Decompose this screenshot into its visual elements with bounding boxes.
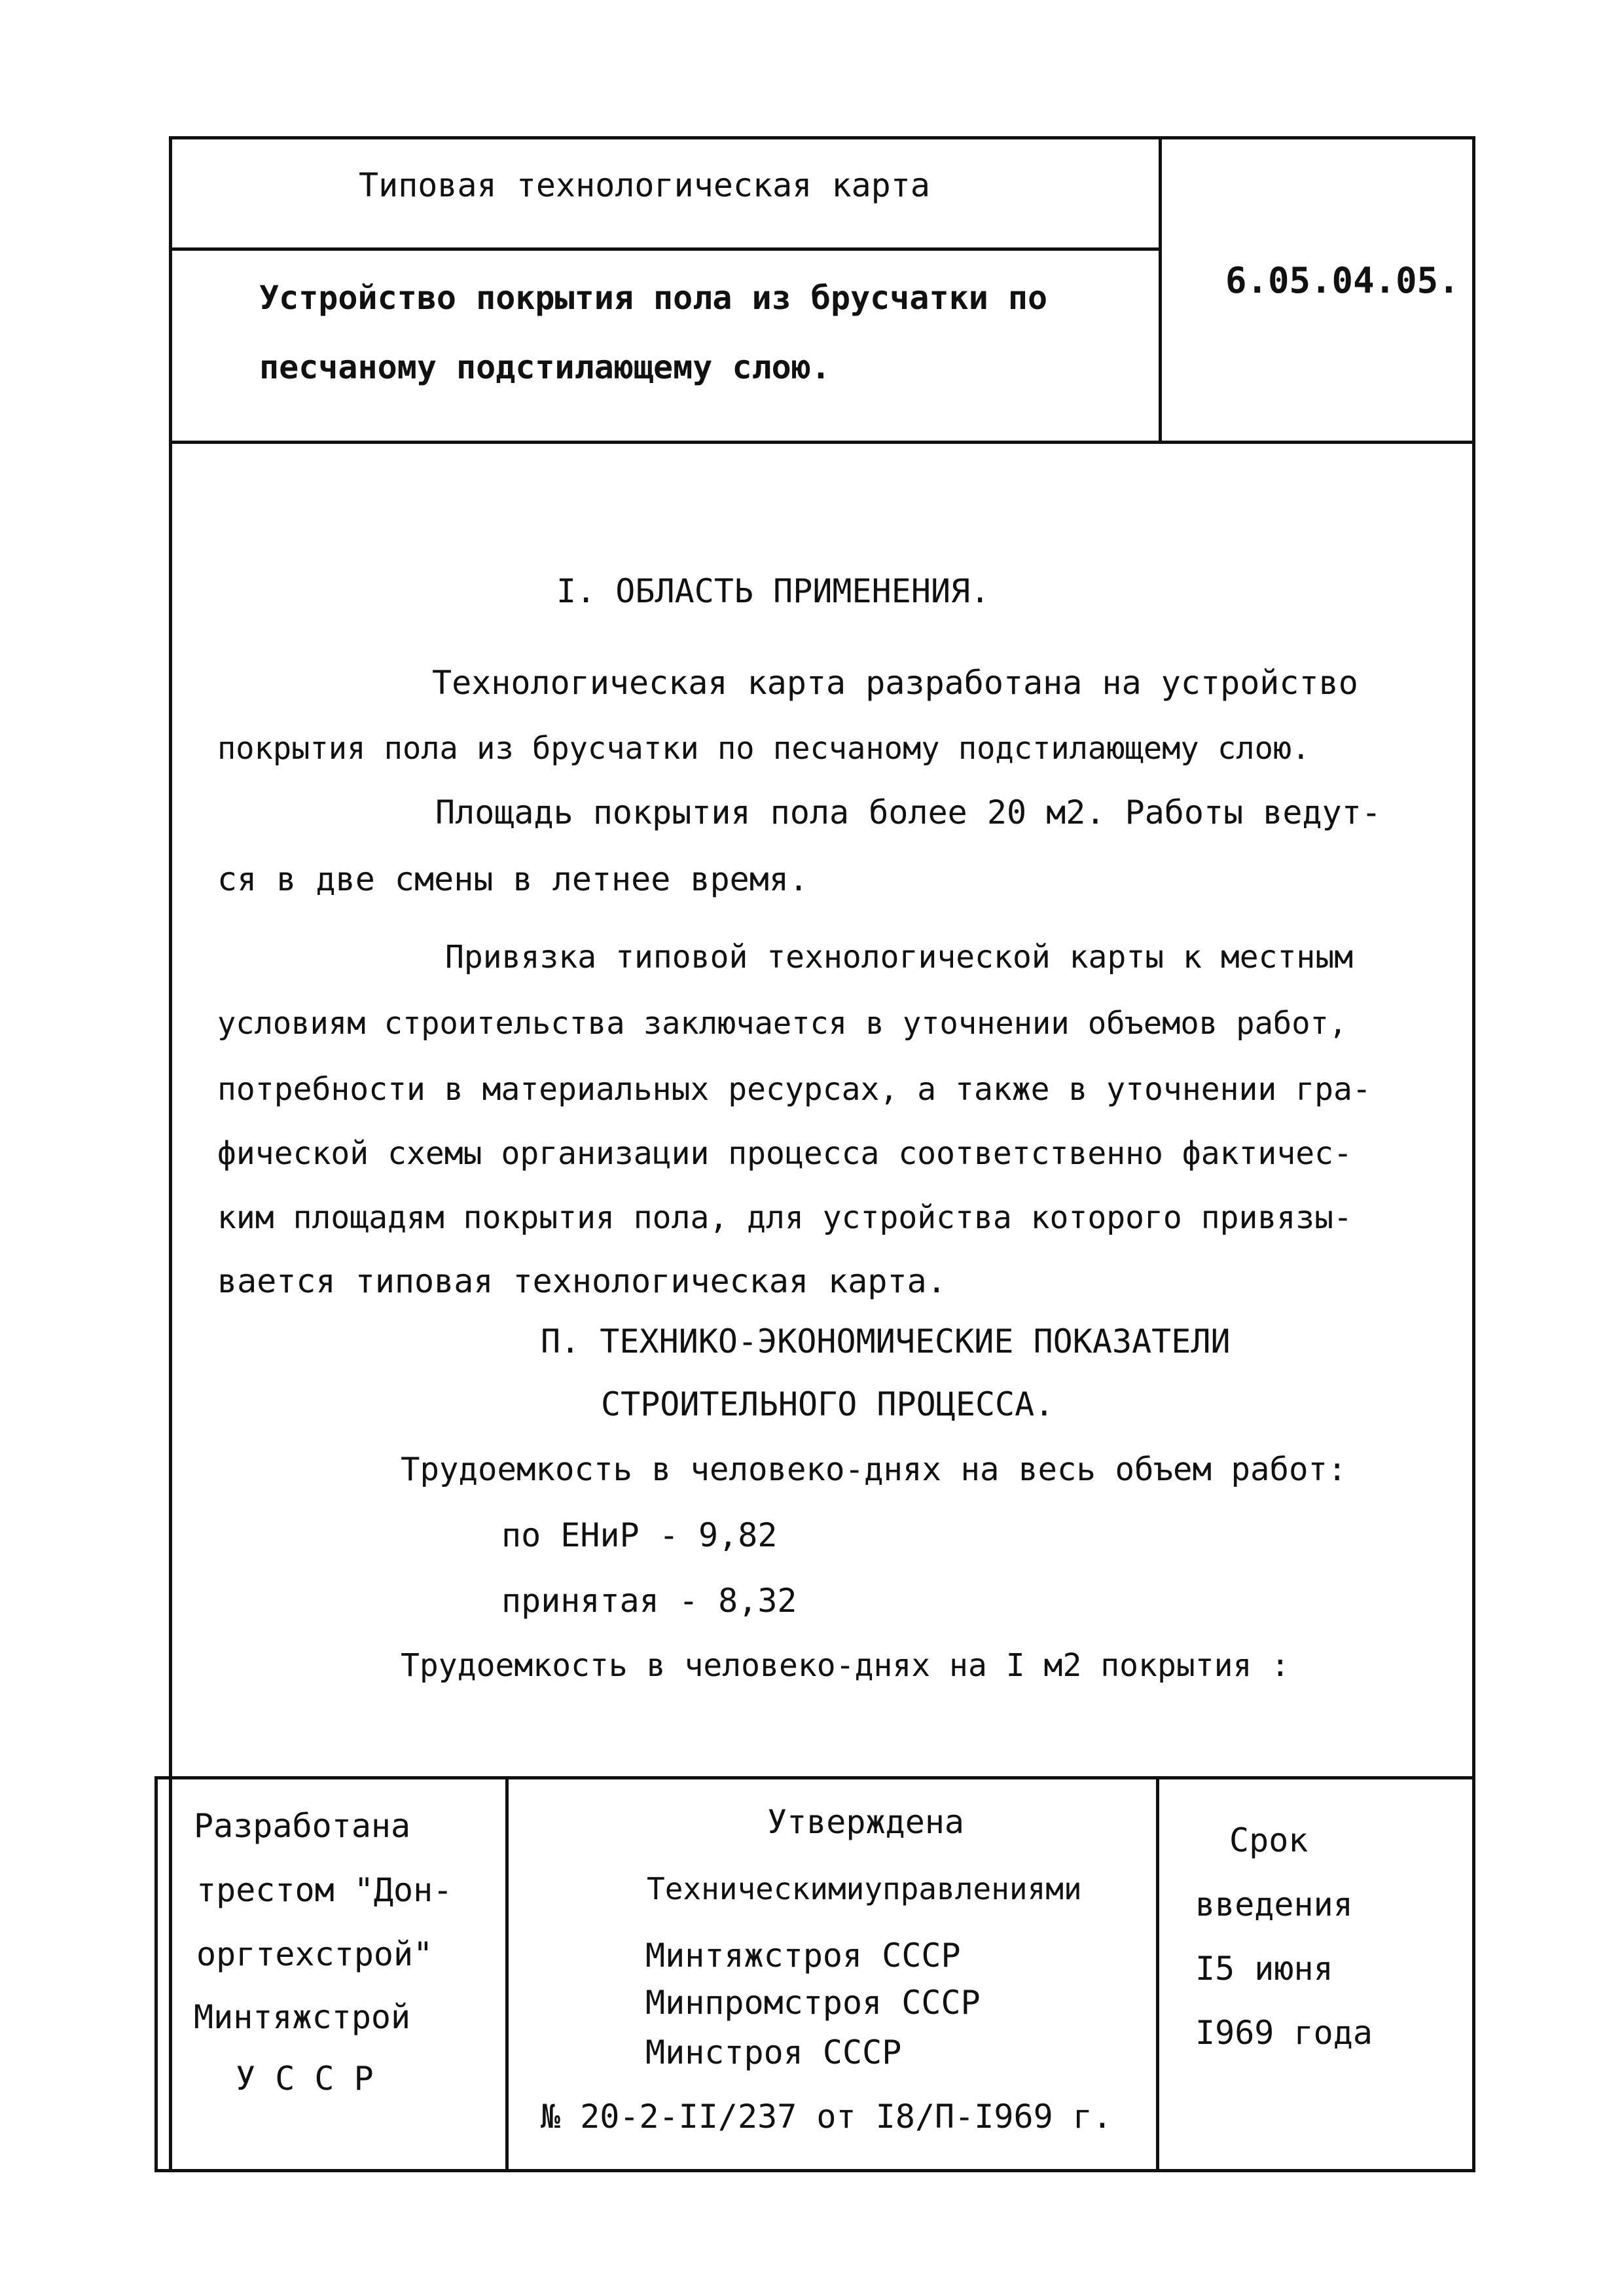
header-divider-vertical — [1159, 136, 1162, 444]
developer-line-3: Минтяжстрой — [194, 1998, 411, 2036]
section2-heading-line-2: СТРОИТЕЛЬНОГО ПРОЦЕССА. — [601, 1385, 1055, 1423]
section1-line-7: фической схемы организации процесса соответственно фактичес- — [217, 1135, 1352, 1172]
footer-top-line — [154, 1776, 1475, 1779]
developer-line-2: оргтехстрой" — [196, 1935, 433, 1973]
section1-line-2: Площадь покрытия пола более 20 м2. Работы ведут- — [435, 793, 1381, 831]
header-bottom-line — [169, 441, 1475, 444]
section1-line-6: потребности в материальных ресурсах, а также в уточнении гра- — [217, 1071, 1371, 1108]
footer-divider-2 — [1156, 1776, 1159, 2172]
approved-line-4: Минстроя СССР — [645, 2033, 902, 2071]
footer-left-edge — [154, 1776, 158, 2172]
approved-line-2: Минтяжстроя СССР — [645, 1937, 961, 1975]
approved-line-1: Техническимиуправлениями — [647, 1871, 1082, 1906]
section1-line-8: ким площадям покрытия пола, для устройства которого привязы- — [217, 1199, 1352, 1236]
document-code: 6.05.04.05. — [1225, 260, 1460, 301]
section1-line-4: Привязка типовой технологической карты к местным — [445, 939, 1354, 975]
labor-per-m2-label: Трудоемкость в человеко-днях на I м2 покрытия : — [401, 1647, 1290, 1684]
section1-line-0: Технологическая карта разработана на устройство — [432, 664, 1358, 702]
section2-heading-line-1: П. ТЕХНИКО-ЭКОНОМИЧЕСКИЕ ПОКАЗАТЕЛИ — [541, 1322, 1231, 1360]
labor-accepted: принятая - 8,32 — [501, 1582, 797, 1620]
effective-line-1: введения — [1195, 1886, 1353, 1923]
header-divider-horizontal — [169, 247, 1159, 251]
developer-line-1: трестом "Дон- — [196, 1871, 453, 1909]
section1-line-1: покрытия пола из брусчатки по песчаному подстилающему слою. — [217, 731, 1310, 767]
effective-line-2: I5 июня — [1195, 1950, 1333, 1988]
developer-line-0: Разработана — [194, 1807, 411, 1845]
section1-heading: I. ОБЛАСТЬ ПРИМЕНЕНИЯ. — [556, 572, 990, 610]
footer-divider-1 — [505, 1776, 509, 2172]
labor-total-label: Трудоемкость в человеко-днях на весь объем работ: — [401, 1451, 1347, 1488]
approved-line-3: Минпромстроя СССР — [645, 1984, 981, 2022]
footer-bottom-line — [154, 2169, 1475, 2172]
section1-line-5: условиям строительства заключается в уточнении объемов работ, — [217, 1006, 1348, 1042]
effective-line-3: I969 года — [1195, 2014, 1373, 2052]
section1-line-9: вается типовая технологическая карта. — [217, 1262, 947, 1300]
section1-line-3: ся в две смены в летнее время. — [217, 860, 809, 898]
type-title: Типовая технологическая карта — [359, 166, 930, 204]
subject-line-1: Устройство покрытия пола из брусчатки по — [259, 279, 1048, 317]
labor-by-enir: по ЕНиР - 9,82 — [501, 1516, 778, 1554]
approved-line-0: Утверждена — [767, 1803, 965, 1841]
subject-line-2: песчаному подстилающему слою. — [259, 348, 831, 386]
effective-line-0: Срок — [1229, 1821, 1308, 1859]
approved-line-5: № 20-2-II/237 от I8/П-I969 г. — [541, 2098, 1112, 2136]
developer-line-4: У С С Р — [236, 2060, 374, 2098]
